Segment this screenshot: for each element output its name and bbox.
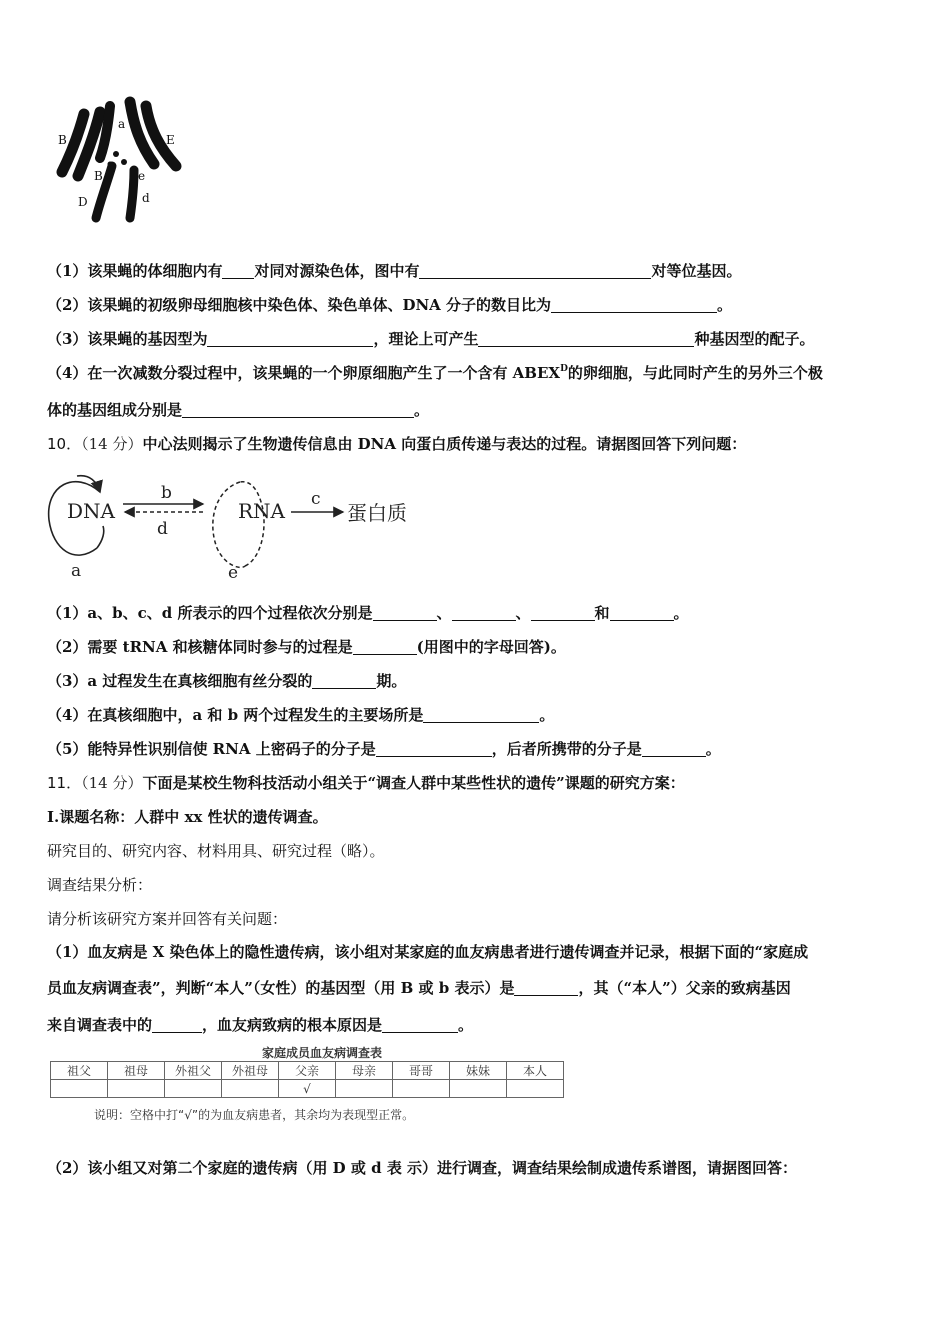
q10-p2-post: (用图中的字母回答)。 <box>416 638 566 656</box>
label-A: A <box>78 107 87 121</box>
q11-line4: 请分析该研究方案并回答有关问题： <box>47 910 288 928</box>
q11-number: 11． <box>47 774 82 792</box>
q10-p2-text: （2）需要 tRNA 和核糖体同时参与的过程是 <box>47 638 353 656</box>
blank[interactable] <box>642 741 706 757</box>
q10-part4 <box>47 705 554 725</box>
q11-line3: 调查结果分析： <box>47 876 153 894</box>
q10-stem <box>47 434 746 454</box>
q10-p3-post: 期。 <box>376 672 407 690</box>
family-survey-table <box>50 1061 564 1098</box>
q10-part1 <box>47 603 689 623</box>
blank[interactable] <box>373 605 437 621</box>
q9-part4-cont <box>47 400 429 420</box>
q11-part1c <box>47 1015 473 1035</box>
q9-p1-post: 对等位基因。 <box>651 262 742 280</box>
table-cell <box>393 1080 450 1098</box>
q10-p5-text: （5）能特异性识别信使 RNA 上密码子的分子是 <box>47 740 376 758</box>
q10-part2 <box>47 637 566 657</box>
q11-line2: 研究目的、研究内容、材料用具、研究过程（略）。 <box>47 842 385 860</box>
table-header-cell: 哥哥 <box>393 1062 450 1080</box>
label-dna: DNA <box>67 499 115 523</box>
label-e: e <box>138 169 146 183</box>
q10-p5-mid: ，后者所携带的分子是 <box>491 740 642 758</box>
q9-part2 <box>47 295 732 315</box>
q9-p4-text: （4）在一次减数分裂过程中，该果蝇的一个卵原细胞产生了一个含有 ABEX <box>47 364 561 382</box>
blank[interactable] <box>551 297 717 313</box>
chromosome-figure <box>50 96 195 226</box>
q10-p1-sep2: 、 <box>515 604 531 622</box>
q9-p3-text: （3）该果蝇的基因型为 <box>47 330 208 348</box>
table-cell <box>450 1080 507 1098</box>
label-b-process: b <box>161 483 172 503</box>
q9-p1-text: （1）该果蝇的体细胞内有 <box>47 262 223 280</box>
q10-p1-sep1: 、 <box>436 604 452 622</box>
blank[interactable] <box>423 707 539 723</box>
label-a: a <box>118 117 126 131</box>
table-cell <box>51 1080 108 1098</box>
table-cell <box>108 1080 165 1098</box>
q9-part3 <box>47 329 814 349</box>
q10-part3 <box>47 671 406 691</box>
label-protein: 蛋白质 <box>347 501 407 525</box>
q10-points: （14 分） <box>81 435 143 453</box>
table-header-cell: 外祖父 <box>165 1062 222 1080</box>
chromosome-diagram <box>50 96 195 226</box>
q11-points: （14 分） <box>81 774 143 792</box>
q11-line1: I.课题名称：人群中 xx 性状的遗传调查。 <box>47 808 328 826</box>
label-d: d <box>142 191 150 205</box>
blank[interactable] <box>610 605 674 621</box>
label-e-process: e <box>228 563 239 583</box>
blank[interactable] <box>376 741 492 757</box>
table-header-cell: 祖母 <box>108 1062 165 1080</box>
table-header-cell: 祖父 <box>51 1062 108 1080</box>
blank[interactable] <box>312 673 376 689</box>
table-header-cell: 外祖母 <box>222 1062 279 1080</box>
q10-part5 <box>47 739 721 759</box>
q10-stem-text: 中心法则揭示了生物遗传信息由 DNA 向蛋白质传递与表达的过程。请据图回答下列问题： <box>142 435 747 453</box>
table-header-cell: 父亲 <box>279 1062 336 1080</box>
blank[interactable] <box>353 639 417 655</box>
q10-p1-text: （1）a、b、c、d 所表示的四个过程依次分别是 <box>47 604 373 622</box>
q10-p5-post: 。 <box>705 740 721 758</box>
table-cell <box>507 1080 564 1098</box>
blank[interactable] <box>531 605 595 621</box>
q11-part2: （2）该小组又对第二个家庭的遗传病（用 D 或 d 表 示）进行调查，调查结果绘制成遗传系谱图，请据图回答： <box>47 1159 798 1177</box>
central-dogma-svg <box>45 470 435 585</box>
table-cell: √ <box>279 1080 336 1098</box>
q9-p3-mid: ，理论上可产生 <box>373 330 479 348</box>
q9-p4b-text: 体的基因组成分别是 <box>47 401 183 419</box>
q10-p4-text: （4）在真核细胞中，a 和 b 两个过程发生的主要场所是 <box>47 706 424 724</box>
central-dogma-diagram <box>45 470 435 585</box>
q9-part1 <box>47 261 741 281</box>
q11-part1a: （1）血友病是 X 染色体上的隐性遗传病，该小组对某家庭的血友病患者进行遗传调查并记录，根据下面的“家庭成 <box>47 943 809 961</box>
q11-stem-text: 下面是某校生物科技活动小组关于“调查人群中某些性状的遗传”课题的研究方案： <box>142 774 685 792</box>
label-B2: B <box>94 169 103 183</box>
blank[interactable] <box>514 980 578 996</box>
label-D: D <box>78 195 88 209</box>
table-row <box>51 1080 564 1098</box>
label-a-process: a <box>71 561 82 581</box>
q11-p1c-text: 来自调查表中的 <box>47 1016 153 1034</box>
q9-p1-mid: 对同对源染色体，图中有 <box>254 262 420 280</box>
q9-p2-text: （2）该果蝇的初级卵母细胞核中染色体、染色单体、DNA 分子的数目比为 <box>47 296 552 314</box>
blank[interactable] <box>452 605 516 621</box>
table-header-row <box>51 1062 564 1080</box>
table-header-cell: 母亲 <box>336 1062 393 1080</box>
q9-p3-post: 种基因型的配子。 <box>694 330 815 348</box>
blank[interactable] <box>222 263 254 279</box>
q9-p4b-post: 。 <box>414 401 430 419</box>
q11-p1b-post: ，其（“本人”）父亲的致病基因 <box>578 979 791 997</box>
blank[interactable] <box>478 331 694 347</box>
label-E: E <box>166 133 175 147</box>
q9-p4-sup: D <box>560 364 568 374</box>
table-cell <box>222 1080 279 1098</box>
q11-p1c-post: 。 <box>458 1016 474 1034</box>
blank[interactable] <box>207 331 373 347</box>
q9-p2-post: 。 <box>717 296 733 314</box>
label-B1: B <box>58 133 67 147</box>
table-title: 家庭成员血友病调查表 <box>262 1046 383 1060</box>
q10-p1-and: 和 <box>594 604 610 622</box>
table-header-cell: 妹妹 <box>450 1062 507 1080</box>
table-header-cell: 本人 <box>507 1062 564 1080</box>
blank[interactable] <box>419 263 651 279</box>
label-c-process: c <box>311 489 321 509</box>
q10-number: 10． <box>47 435 82 453</box>
blank[interactable] <box>182 402 414 418</box>
blank[interactable] <box>152 1017 202 1033</box>
q9-p4-post: 的卵细胞，与此同时产生的另外三个极 <box>567 364 823 382</box>
table-note: 说明：空格中打“√”的为血友病患者，其余均为表现型正常。 <box>94 1108 415 1122</box>
label-rna: RNA <box>238 499 286 523</box>
table-cell <box>165 1080 222 1098</box>
q10-p3-text: （3）a 过程发生在真核细胞有丝分裂的 <box>47 672 313 690</box>
blank[interactable] <box>382 1017 458 1033</box>
q11-p1b-text: 员血友病调查表”，判断“本人”（女性）的基因型（用 B 或 b 表示）是 <box>47 979 515 997</box>
q11-stem <box>47 773 685 793</box>
q11-p1c-mid: ，血友病致病的根本原因是 <box>202 1016 383 1034</box>
q10-p1-post: 。 <box>673 604 689 622</box>
q10-p4-post: 。 <box>539 706 555 724</box>
table-cell <box>336 1080 393 1098</box>
label-d-process: d <box>157 519 168 539</box>
q9-part4 <box>47 363 823 383</box>
q11-part1b <box>47 978 791 998</box>
